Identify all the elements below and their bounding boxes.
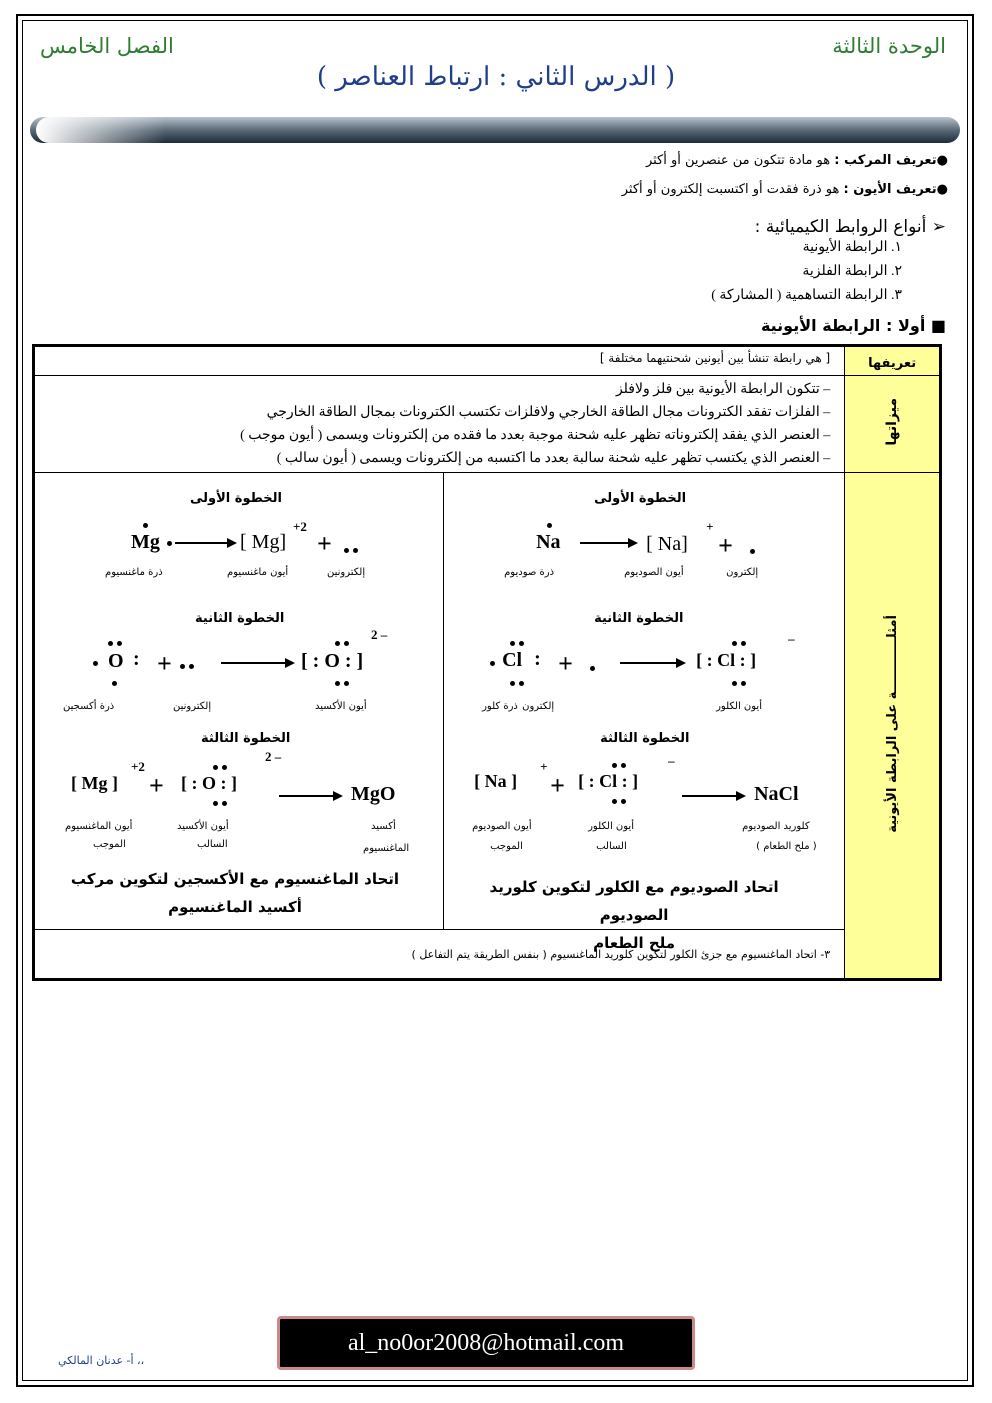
oxide-ion: [ : O : ] bbox=[301, 650, 364, 672]
plus-sign: + bbox=[718, 531, 733, 560]
header-divider-bar bbox=[30, 117, 960, 143]
examples-label: أمثلــــــــــــة على الرابطة الأيونية bbox=[884, 614, 900, 833]
square-bullet-icon: ■ bbox=[930, 316, 946, 335]
caption: الموجب bbox=[490, 841, 523, 852]
mgo-panel bbox=[35, 473, 443, 929]
definition-cell: [ هي رابطة تنشأ بين أيونين شحنتيهما مختلفة ] bbox=[34, 346, 845, 376]
ionic-bond-table bbox=[32, 344, 942, 981]
ionic-bond-heading bbox=[761, 316, 946, 335]
definition-label: تعريفها bbox=[868, 355, 917, 371]
bond-type-item: ١. الرابطة الأيونية bbox=[802, 240, 902, 255]
electron-dot bbox=[222, 765, 227, 770]
electron-dot bbox=[180, 664, 185, 669]
electron-dot bbox=[213, 765, 218, 770]
step-title: الخطوة الثانية bbox=[594, 611, 684, 626]
summary-line: اتحاد الصوديوم مع الكلور لتكوين كلوريد الصوديوم bbox=[489, 878, 779, 924]
unit-title: الوحدة الثالثة bbox=[832, 34, 946, 58]
electron-dot bbox=[510, 641, 515, 646]
reaction-arrow bbox=[580, 542, 636, 544]
property-line: – العنصر الذي يفقد إلكتروناته تظهر عليه شحنة موجبة بعدد ما فقده من إلكترونات ويسمى ( أيون موجب ) bbox=[240, 428, 831, 443]
reaction-arrow bbox=[175, 542, 235, 544]
na-ion-final: [ Na ] bbox=[474, 771, 518, 791]
caption: ذرة صوديوم bbox=[504, 567, 555, 578]
reaction-arrow bbox=[620, 662, 684, 664]
nacl-product: NaCl bbox=[754, 783, 799, 805]
caption: إلكترون bbox=[522, 701, 555, 712]
caption: أيون الأكسيد bbox=[315, 701, 367, 712]
na-ion: [ Na] bbox=[646, 533, 688, 555]
arrow-bullet-icon: ➢ bbox=[931, 217, 946, 237]
electron-dot bbox=[335, 681, 340, 686]
electron-dot bbox=[519, 681, 524, 686]
author-credit: أ- عدنان المالكي ،، bbox=[58, 1354, 145, 1367]
electron-dot bbox=[353, 548, 358, 553]
nacl-panel bbox=[444, 473, 844, 952]
electron-dot bbox=[547, 523, 552, 528]
properties-label: ميزاتها bbox=[884, 398, 901, 446]
electron-dot bbox=[741, 681, 746, 686]
summary-line: ملح الطعام bbox=[593, 934, 676, 952]
caption: أيون الصوديوم bbox=[472, 821, 532, 832]
mgo-summary bbox=[65, 865, 405, 921]
electron-dot bbox=[732, 681, 737, 686]
electron-dot bbox=[93, 661, 98, 666]
definition-text: هو مادة تتكون من عنصرين أو أكثر bbox=[645, 153, 831, 168]
caption: أيون الأكسيد bbox=[177, 821, 229, 832]
properties-label-cell bbox=[845, 376, 941, 473]
property-line: – العنصر الذي يكتسب تظهر عليه شحنة سالبة بعدد ما اكتسبه من إلكترونات ويسمى ( أيون سالب ) bbox=[276, 451, 831, 466]
colon: : bbox=[534, 648, 541, 670]
mgo-product: MgO bbox=[351, 783, 396, 805]
cl-atom: Cl bbox=[502, 649, 523, 671]
caption: أيون الصوديوم bbox=[624, 567, 684, 578]
bond-type-item: ٣. الرابطة التساهمية ( المشاركة ) bbox=[711, 288, 902, 303]
electron-dot bbox=[112, 681, 117, 686]
electron-dot bbox=[612, 799, 617, 804]
oxide-charge: 2 – bbox=[265, 749, 282, 764]
chloride-charge: – bbox=[668, 753, 675, 768]
caption: ( ملح الطعام ) bbox=[756, 841, 817, 852]
mgo-example-cell bbox=[34, 473, 444, 930]
examples-row bbox=[34, 473, 941, 930]
electron-dot bbox=[741, 641, 746, 646]
mg-atom: Mg bbox=[131, 531, 160, 553]
caption: أيون ماغنسيوم bbox=[227, 567, 289, 578]
electron-dot bbox=[519, 641, 524, 646]
caption: إلكترونين bbox=[327, 567, 366, 578]
property-line: – تتكون الرابطة الأيونية بين فلز ولافلز bbox=[615, 382, 831, 397]
property-line: – الفلزات تفقد الكترونات مجال الطاقة الخارجي ولافلزات تكتسب الكترونات بمجال الطاقة الخارجي bbox=[266, 405, 831, 420]
nacl-example-cell bbox=[444, 473, 845, 952]
chloride-charge: – bbox=[788, 631, 795, 646]
lesson-title: ( الدرس الثاني : ارتباط العناصر ) bbox=[316, 62, 676, 92]
bond-types-title: أنواع الروابط الكيميائية : bbox=[754, 217, 927, 237]
ionic-bond-title: أولا : الرابطة الأيونية bbox=[760, 316, 926, 335]
contact-email: al_no0or2008@hotmail.com bbox=[277, 1316, 695, 1370]
electron-dot bbox=[222, 801, 227, 806]
caption: إلكترون bbox=[726, 567, 759, 578]
bullet-icon: ● bbox=[936, 182, 948, 197]
bond-types-heading bbox=[755, 217, 946, 237]
caption: ذرة كلور bbox=[482, 701, 518, 712]
step-title: الخطوة الأولى bbox=[594, 491, 687, 506]
electron-dot bbox=[344, 681, 349, 686]
reaction-arrow bbox=[221, 662, 293, 664]
colon: : bbox=[133, 648, 140, 670]
chapter-title: الفصل الخامس bbox=[40, 34, 174, 58]
electron-dot bbox=[612, 763, 617, 768]
definition-text: هو ذرة فقدت أو اكتسبت إلكترون أو أكثر bbox=[621, 182, 840, 197]
caption: الموجب bbox=[93, 839, 126, 850]
electron-dot bbox=[335, 641, 340, 646]
bond-type-item: ٢. الرابطة الفلزية bbox=[802, 264, 902, 279]
electron-dot bbox=[590, 666, 595, 671]
summary-line: اتحاد الماغنسيوم مع الأكسجين لتكوين مركب bbox=[70, 870, 400, 888]
electron-dot bbox=[108, 641, 113, 646]
electron-dot bbox=[510, 681, 515, 686]
caption: أيون الكلور bbox=[716, 701, 762, 712]
caption: أيون الكلور bbox=[588, 821, 634, 832]
definition-term: تعريف الأيون : bbox=[843, 182, 937, 197]
electron-dot bbox=[750, 549, 755, 554]
caption: السالب bbox=[596, 841, 627, 852]
caption: أكسيد bbox=[371, 821, 396, 832]
summary-line: أكسيد الماغنسيوم bbox=[168, 898, 302, 916]
oxide-charge: 2 – bbox=[371, 627, 388, 642]
caption: الماغنسيوم bbox=[363, 843, 410, 854]
electron-dot bbox=[621, 763, 626, 768]
caption: السالب bbox=[197, 839, 228, 850]
nacl-summary bbox=[454, 873, 814, 957]
electron-dot bbox=[732, 641, 737, 646]
caption: أيون الماغنسيوم bbox=[65, 821, 133, 832]
electron-dot bbox=[143, 523, 148, 528]
na-charge: + bbox=[706, 519, 714, 534]
exercise-cell: ٣- اتحاد الماغنسيوم مع جزئ الكلور لتكوين كلوريد الماغنسيوم ( بنفس الطريقة يتم التفاعل ) bbox=[34, 930, 845, 980]
electron-dot bbox=[621, 799, 626, 804]
caption: ذرة أكسجين bbox=[63, 701, 115, 712]
o-atom: O bbox=[108, 650, 124, 672]
electron-dot bbox=[490, 661, 495, 666]
reaction-arrow bbox=[279, 795, 341, 797]
chloride-ion: [ : Cl : ] bbox=[696, 650, 757, 670]
definition-compound bbox=[646, 153, 948, 168]
caption: ذرة ماغنسيوم bbox=[105, 567, 163, 578]
definition-label-cell bbox=[845, 346, 941, 376]
electron-dot bbox=[189, 664, 194, 669]
definition-row bbox=[34, 346, 941, 376]
examples-label-cell bbox=[845, 473, 941, 980]
mg-charge: +2 bbox=[293, 519, 307, 534]
electron-dot bbox=[213, 801, 218, 806]
step-title: الخطوة الأولى bbox=[190, 491, 282, 506]
caption: إلكترونين bbox=[173, 701, 212, 712]
plus-sign: + bbox=[317, 529, 332, 558]
na-atom: Na bbox=[536, 531, 561, 553]
na-charge: + bbox=[540, 759, 548, 774]
reaction-arrow bbox=[682, 795, 744, 797]
plus-sign: + bbox=[550, 771, 565, 800]
oxide-ion-final: [ : O : ] bbox=[181, 773, 237, 793]
plus-sign: + bbox=[157, 649, 172, 678]
mg-ion-final: [ Mg ] bbox=[71, 773, 118, 793]
caption: كلوريد الصوديوم bbox=[742, 821, 810, 832]
definition-term: تعريف المركب : bbox=[834, 153, 937, 168]
properties-row bbox=[34, 376, 941, 473]
bullet-icon: ● bbox=[936, 153, 948, 168]
step-title: الخطوة الثالثة bbox=[201, 731, 291, 746]
definition-ion bbox=[622, 182, 948, 197]
electron-dot bbox=[344, 641, 349, 646]
step-title: الخطوة الثالثة bbox=[600, 731, 690, 746]
electron-dot bbox=[167, 541, 172, 546]
plus-sign: + bbox=[558, 649, 573, 678]
mg-charge: +2 bbox=[131, 759, 145, 774]
electron-dot bbox=[117, 641, 122, 646]
plus-sign: + bbox=[149, 771, 164, 800]
step-title: الخطوة الثانية bbox=[195, 611, 285, 626]
properties-cell bbox=[34, 376, 845, 473]
electron-dot bbox=[344, 548, 349, 553]
chloride-ion-final: [ : Cl : ] bbox=[578, 771, 639, 791]
mg-ion: [ Mg] bbox=[240, 531, 287, 553]
